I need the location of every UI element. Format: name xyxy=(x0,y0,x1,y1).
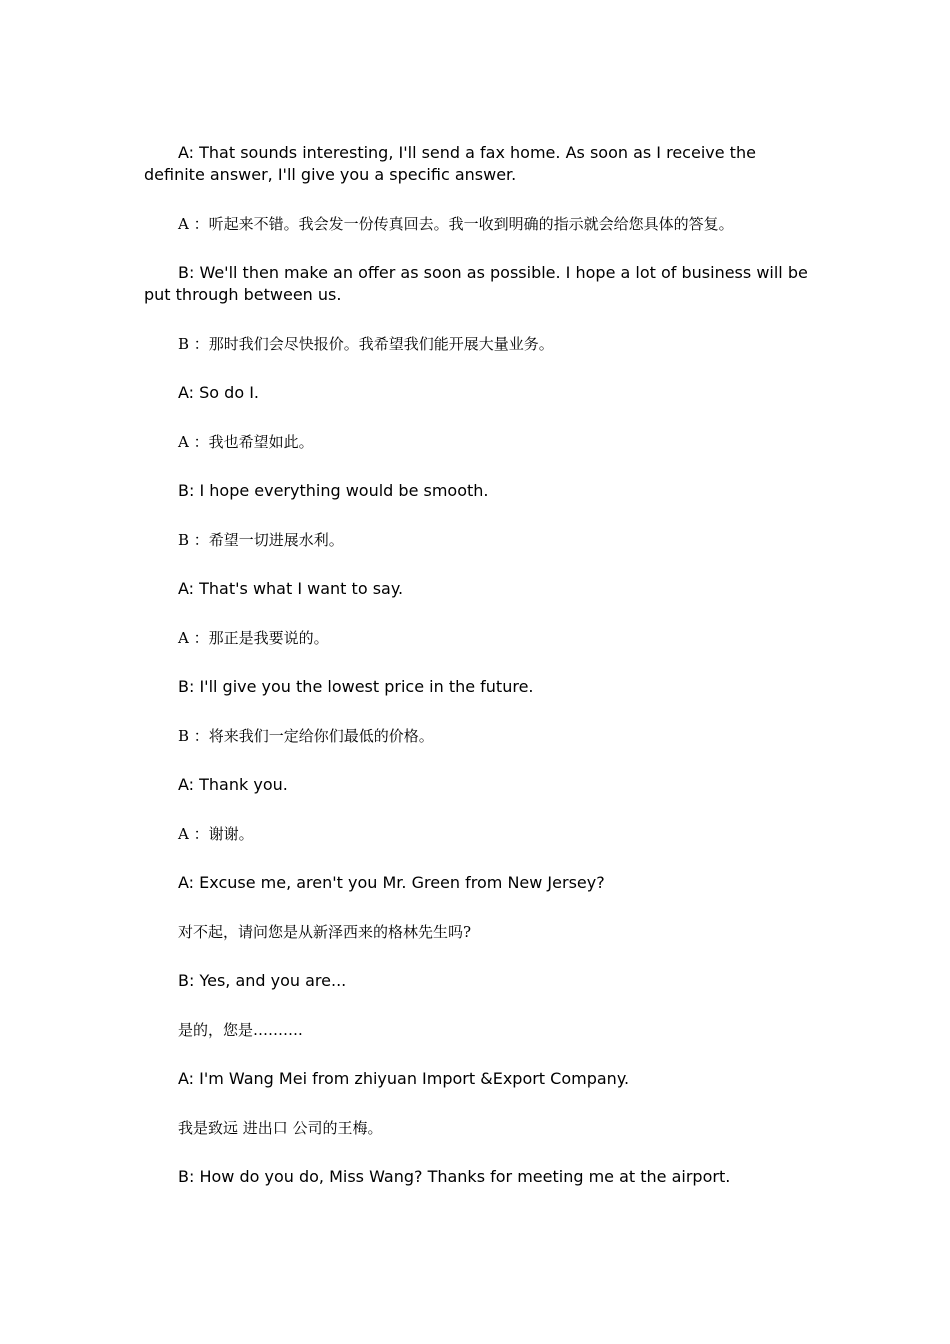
dialogue-line-zh: A ：我也希望如此。 xyxy=(178,433,314,451)
dialogue-line-en: B: We'll then make an offer as soon as possible. I hope a lot of business will be put through between us. xyxy=(144,263,808,304)
dialogue-line-en: B: Yes, and you are... xyxy=(178,971,347,990)
dialogue-line-en: B: I hope everything would be smooth. xyxy=(178,481,489,500)
dialogue-line-zh: 对不起，请问您是从新泽西来的格林先生吗? xyxy=(178,923,472,941)
dialogue-line-zh: A ：谢谢。 xyxy=(178,825,254,843)
dialogue-line-zh: 我是致远 进出口 公司的王梅。 xyxy=(178,1119,383,1137)
dialogue-line-zh: A ：听起来不错。我会发一份传真回去。我一收到明确的指示就会给您具体的答复。 xyxy=(178,215,734,233)
dialogue-line-en: A: I'm Wang Mei from zhiyuan Import &Export Company. xyxy=(178,1069,630,1088)
dialogue-line-en: B: How do you do, Miss Wang? Thanks for meeting me at the airport. xyxy=(178,1167,731,1186)
document-page xyxy=(144,142,810,1188)
dialogue-line-en: A: Excuse me, aren't you Mr. Green from New Jersey? xyxy=(178,873,605,892)
dialogue-line-en: A: So do I. xyxy=(178,383,260,402)
dialogue-line-zh: 是的，您是………. xyxy=(178,1021,303,1039)
dialogue-line-en: A: That's what I want to say. xyxy=(178,579,404,598)
dialogue-line-zh: B ：希望一切进展水利。 xyxy=(178,531,344,549)
dialogue-line-en: A: That sounds interesting, I'll send a fax home. As soon as I receive the definite answer, I'll give you a specific answer. xyxy=(144,143,756,184)
dialogue-line-zh: A ：那正是我要说的。 xyxy=(178,629,329,647)
dialogue-line-en: B: I'll give you the lowest price in the future. xyxy=(178,677,534,696)
dialogue-line-en: A: Thank you. xyxy=(178,775,288,794)
dialogue-line-zh: B ：那时我们会尽快报价。我希望我们能开展大量业务。 xyxy=(178,335,554,353)
dialogue-line-zh: B ：将来我们一定给你们最低的价格。 xyxy=(178,727,434,745)
